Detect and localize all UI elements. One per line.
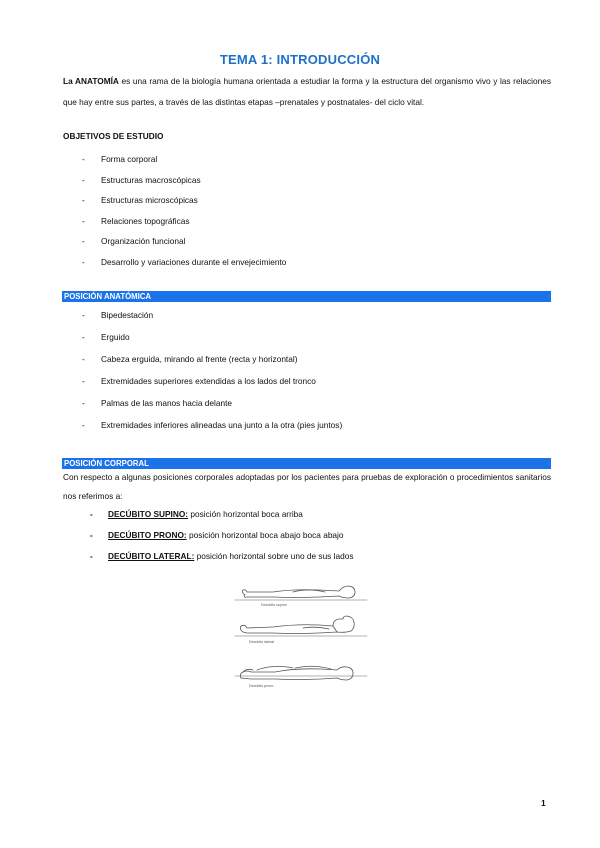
list-item: - Estructuras macroscópicas — [82, 174, 286, 195]
lateral-figure — [235, 616, 367, 636]
intro-paragraph — [63, 71, 551, 113]
objectives-list — [82, 153, 286, 276]
page-title: TEMA 1: INTRODUCCIÓN — [219, 52, 381, 67]
supine-figure — [235, 586, 367, 600]
list-item-desc: posición horizontal boca arriba — [188, 509, 303, 519]
list-item: - Organización funcional — [82, 235, 286, 256]
page-number: 1 — [541, 798, 546, 808]
list-item: - Extremidades inferiores alineadas una junto a la otra (pies juntos) — [82, 419, 342, 441]
list-item: - Relaciones topográficas — [82, 215, 286, 236]
list-item: - Forma corporal — [82, 153, 286, 174]
list-item: - Bipedestación — [82, 309, 342, 331]
list-item — [90, 508, 353, 529]
prone-figure — [235, 666, 367, 680]
list-item-term: DECÚBITO PRONO: — [108, 530, 187, 540]
list-item: - Desarrollo y variaciones durante el envejecimiento — [82, 256, 286, 277]
section-heading-body-position: POSICIÓN CORPORAL — [62, 458, 551, 469]
figure-caption: Decúbito supino — [261, 603, 287, 607]
figure-caption: Decúbito lateral — [249, 640, 274, 644]
list-item-desc: posición horizontal sobre uno de sus lados — [194, 551, 354, 561]
list-item — [90, 529, 353, 550]
list-item-term: DECÚBITO SUPINO: — [108, 509, 189, 519]
list-item: - Estructuras microscópicas — [82, 194, 286, 215]
body-position-paragraph: Con respecto a algunas posiciones corporales adoptadas por los pacientes para pruebas de exploración o procedimientos sanitarios nos referimos a: — [63, 472, 551, 501]
list-item: - Palmas de las manos hacia delante — [82, 397, 342, 419]
intro-term: La ANATOMÍA — [63, 76, 119, 86]
list-item — [90, 550, 353, 571]
list-item: - Extremidades superiores extendidas a los lados del tronco — [82, 375, 342, 397]
anatomical-position-list — [82, 309, 342, 441]
section-heading-anatomical-position: POSICIÓN ANATÓMICA — [62, 291, 551, 302]
list-item-desc: posición horizontal boca abajo boca abajo — [186, 530, 344, 540]
body-position-list — [90, 508, 353, 571]
figure-caption: Decúbito prono — [249, 684, 274, 688]
list-item-term: DECÚBITO LATERAL: — [108, 551, 195, 561]
objectives-heading: OBJETIVOS DE ESTUDIO — [63, 131, 164, 141]
list-item: - Cabeza erguida, mirando al frente (recta y horizontal) — [82, 353, 342, 375]
intro-text: es una rama de la biología humana orientada a estudiar la forma y la estructura del organismo vivo y las relaciones que hay entre sus partes, a través de las distintas etapas –prenatales y postnatales- del ciclo vital. — [63, 76, 551, 107]
list-item: - Erguido — [82, 331, 342, 353]
body-positions-illustration — [233, 580, 369, 692]
